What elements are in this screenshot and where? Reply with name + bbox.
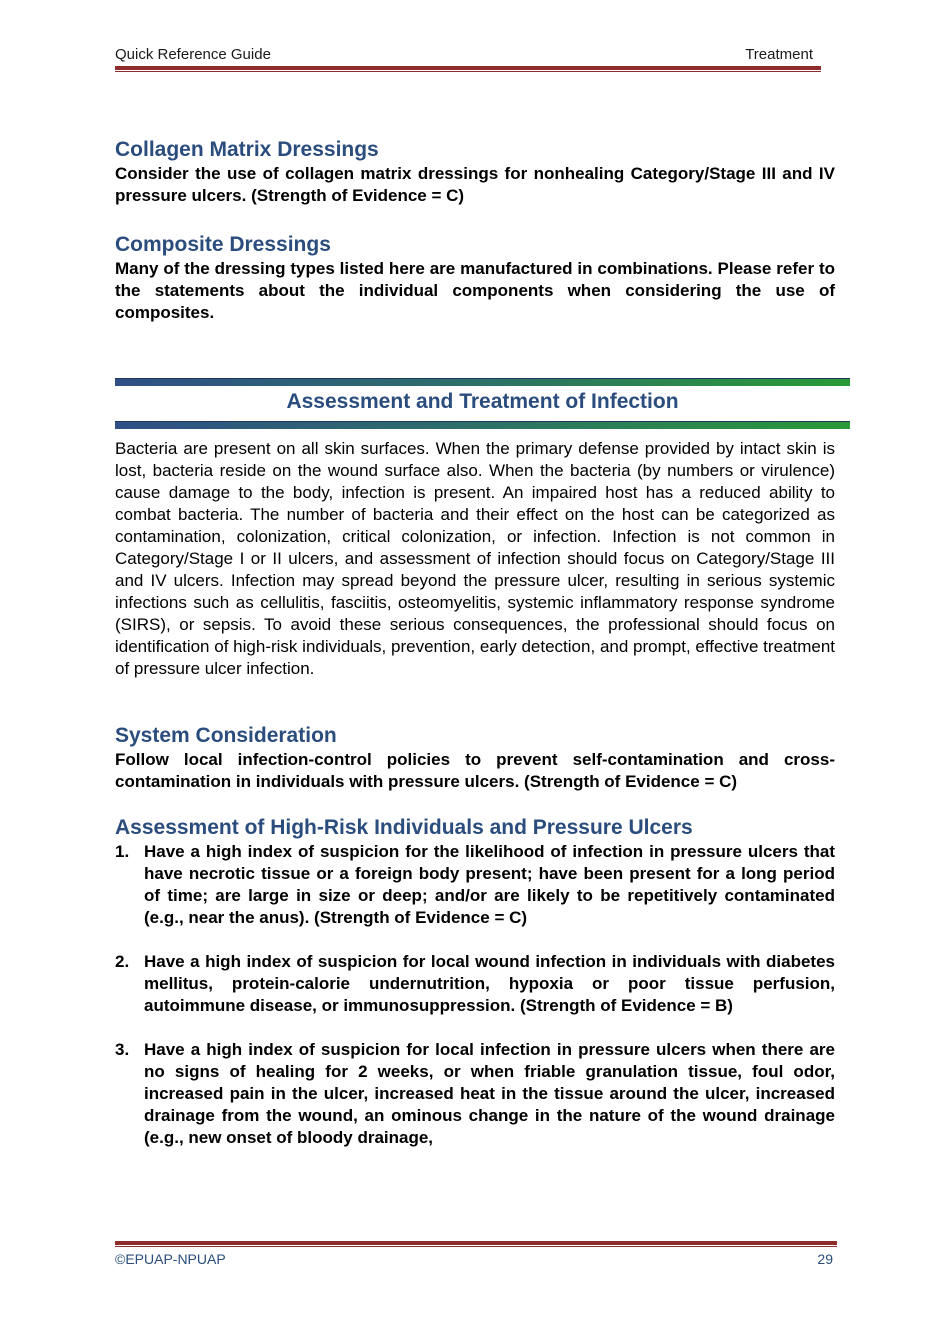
footer-rule — [115, 1241, 837, 1245]
footer-rule-thin — [115, 1246, 837, 1247]
composite-statement: Many of the dressing types listed here are manufactured in combinations. Please refer to the statements about the individual components when considering the use of composites. — [115, 259, 835, 322]
list-item — [115, 1039, 835, 1149]
collagen-statement: Consider the use of collagen matrix dressings for nonhealing Category/Stage III and IV pressure ulcers. (Strength of Evidence = C) — [115, 164, 835, 205]
composite-heading: Composite Dressings — [115, 233, 331, 256]
list-item — [115, 841, 835, 929]
header-guide-title: Quick Reference Guide — [115, 46, 271, 63]
infection-section-title: Assessment and Treatment of Infection — [286, 390, 679, 413]
assessment-heading: Assessment of High-Risk Individuals and Pressure Ulcers — [115, 816, 693, 839]
section-band-bottom — [115, 421, 850, 429]
list-item-text: Have a high index of suspicion for the likelihood of infection in pressure ulcers that have necrotic tissue or a foreign body present; have been present for a long period of time; are large in size or deep; and/or are likely to be repetitively contaminated (e.g., near the anus). (Strength of Evidence = C) — [144, 842, 835, 927]
header-rule — [115, 66, 821, 70]
collagen-heading: Collagen Matrix Dressings — [115, 138, 379, 161]
infection-intro-paragraph: Bacteria are present on all skin surfaces. When the primary defense provided by intact skin is lost, bacteria reside on the wound surface also. When the bacteria (by numbers or virulence) cause damage to the body, infection is present. An impaired host has a reduced ability to combat bacteria. The number of bacteria and their effect on the host can be categorized as contamination, colonization, critical colonization, or infection. Infection is not common in Category/Stage I or II ulcers, and assessment of infection should focus on Category/Stage III and IV ulcers. Infection may spread beyond the pressure ulcer, resulting in serious systemic infections such as cellulitis, fasciitis, osteomyelitis, systemic inflammatory response syndrome (SIRS), or sepsis. To avoid these serious consequences, the professional should focus on identification of high-risk individuals, prevention, early detection, and prompt, effective treatment of pressure ulcer infection. — [115, 439, 835, 678]
assessment-list — [115, 841, 835, 1171]
list-item-number: 3. — [115, 1040, 130, 1059]
page-number: 29 — [817, 1251, 833, 1267]
list-item-number: 2. — [115, 952, 130, 971]
list-item-number: 1. — [115, 842, 130, 861]
list-item-text: Have a high index of suspicion for local wound infection in individuals with diabetes mellitus, protein-calorie undernutrition, hypoxia or poor tissue perfusion, autoimmune disease, or immunosuppression. (Strength of Evidence = B) — [144, 952, 835, 1015]
list-item-text: Have a high index of suspicion for local infection in pressure ulcers when there are no signs of healing for 2 weeks, or when friable granulation tissue, foul odor, increased pain in the ulcer, increased heat in the tissue around the ulcer, increased drainage from the wound, an ominous change in the nature of the wound drainage (e.g., new onset of bloody drainage, — [144, 1040, 835, 1147]
page-header — [115, 46, 821, 64]
system-heading: System Consideration — [115, 724, 337, 747]
list-item — [115, 951, 835, 1017]
header-section-title: Treatment — [745, 46, 813, 63]
copyright-text: ©EPUAP-NPUAP — [115, 1251, 226, 1267]
section-band-top — [115, 378, 850, 386]
system-statement: Follow local infection-control policies to prevent self-contamination and cross-contamination in individuals with pressure ulcers. (Strength of Evidence = C) — [115, 750, 835, 791]
header-rule-thin — [115, 71, 821, 72]
